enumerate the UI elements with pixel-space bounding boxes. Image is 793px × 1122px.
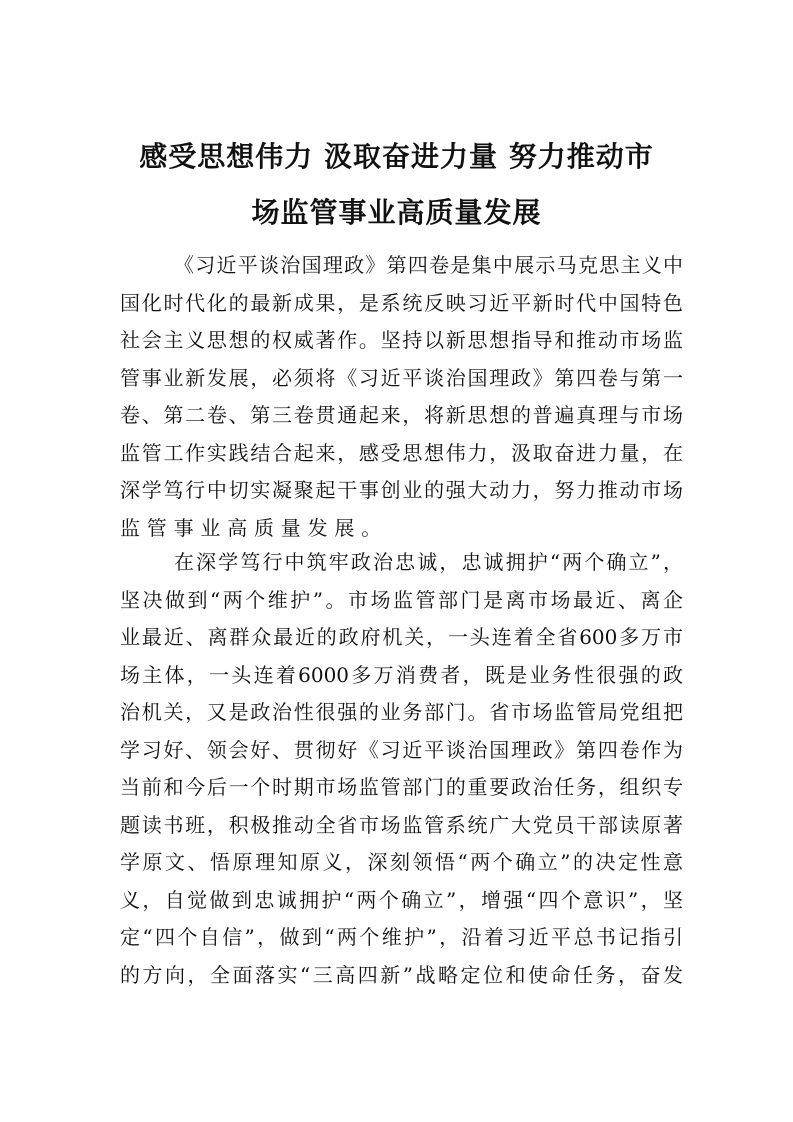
text-line: 场主体，一头连着6000多万消费者，既是业务性很强的政 <box>120 662 683 687</box>
text-line: 当前和今后一个时期市场监管部门的重要政治任务，组织专 <box>120 775 683 799</box>
text-line: 定“四个自信”，做到“两个维护”，沿着习近平总书记指引 <box>120 925 683 949</box>
document-title-line-2: 场监管事业高质量发展 <box>251 196 542 229</box>
text-line: 国化时代化的最新成果，是系统反映习近平新时代中国特色 <box>120 290 683 315</box>
text-line: 坚决做到“两个维护”。市场监管部门是离市场最近、离企 <box>120 587 683 612</box>
text-line: 监管工作实践结合起来，感受思想伟力，汲取奋进力量，在 <box>120 440 683 465</box>
paragraph-2 <box>120 544 683 994</box>
text-line: 监管事业高质量发展。 <box>120 515 388 540</box>
text-line: 的方向，全面落实“三高四新”战略定位和使命任务，奋发 <box>120 962 683 987</box>
paragraph-1 <box>120 247 683 547</box>
text-line: 学原文、悟原理知原义，深刻领悟“两个确立”的决定性意 <box>120 850 683 874</box>
text-line: 业最近、离群众最近的政府机关，一头连着全省600多万市 <box>120 625 683 649</box>
text-line: 管事业新发展，必须将《习近平谈治国理政》第四卷与第一 <box>120 365 683 390</box>
text-line: 学习好、领会好、贯彻好《习近平谈治国理政》第四卷作为 <box>120 737 683 762</box>
document-title-line-1: 感受思想伟力 汲取奋进力量 努力推动市 <box>139 140 654 173</box>
text-line: 《习近平谈治国理政》第四卷是集中展示马克思主义中 <box>174 253 683 277</box>
text-line: 治机关，又是政治性很强的业务部门。省市场监管局党组把 <box>120 700 683 724</box>
text-line: 社会主义思想的权威著作。坚持以新思想指导和推动市场监 <box>120 328 683 352</box>
text-line: 深学笃行中切实凝聚起干事创业的强大动力，努力推动市场 <box>120 478 683 502</box>
text-line: 在深学笃行中筑牢政治忠诚，忠诚拥护“两个确立”， <box>174 550 683 574</box>
text-line: 题读书班，积极推动全省市场监管系统广大党员干部读原著 <box>120 812 683 837</box>
text-line: 卷、第二卷、第三卷贯通起来，将新思想的普遍真理与市场 <box>120 403 683 427</box>
text-line: 义，自觉做到忠诚拥护“两个确立”，增强“四个意识”，坚 <box>120 887 683 912</box>
